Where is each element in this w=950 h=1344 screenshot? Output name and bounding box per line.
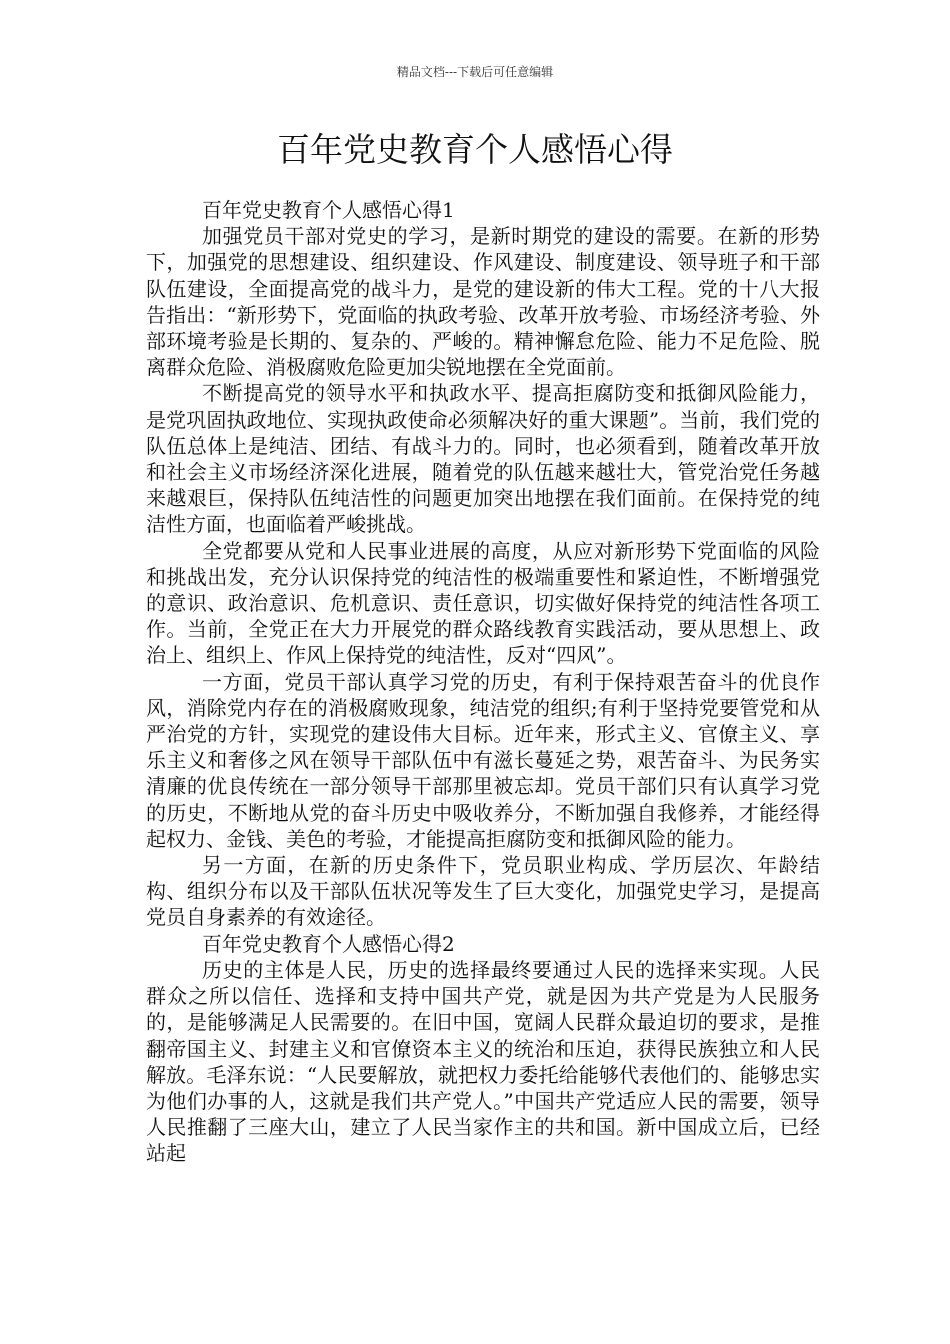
section-heading-2: 百年党史教育个人感悟心得2 xyxy=(202,931,455,956)
body-paragraph: 不断提高党的领导水平和执政水平、提高拒腐防变和抵御风险能力，是党巩固执政地位、实现执政使命必须解决好的重大课题”。当前，我们党的队伍总体上是纯洁、团结、有战斗力的。同时，也必须看到，随着改革开放和社会主义市场经济深化进展，随着党的队伍越来越壮大，管党治党任务越来越艰巨，保持队伍纯洁性的问题更加突出地摆在我们面前。在保持党的纯洁性方面，也面临着严峻挑战。 xyxy=(146,381,820,537)
document-title: 百年党史教育个人感悟心得 xyxy=(277,130,673,169)
body-paragraph: 全党都要从党和人民事业进展的高度，从应对新形势下党面临的风险和挑战出发，充分认识保持党的纯洁性的极端重要性和紧迫性，不断增强党的意识、政治意识、危机意识、责任意识，切实做好保持党的纯洁性各项工作。当前，全党正在大力开展党的群众路线教育实践活动，要从思想上、政治上、组织上、作风上保持党的纯洁性，反对“四风”。 xyxy=(146,538,820,668)
document-body xyxy=(146,197,820,1167)
page-header-note: 精品文档---下载后可任意编辑 xyxy=(396,65,554,79)
body-paragraph: 历史的主体是人民，历史的选择最终要通过人民的选择来实现。人民群众之所以信任、选择和支持中国共产党，就是因为共产党是为人民服务的，是能够满足人民需要的。在旧中国，宽阔人民群众最迫切的要求，是推翻帝国主义、封建主义和官僚资本主义的统治和压迫，获得民族独立和人民解放。毛泽东说：“人民要解放，就把权力委托给能够代表他们的、能够忠实为他们办事的人，这就是我们共产党人。”中国共产党适应人民的需要，领导人民推翻了三座大山，建立了人民当家作主的共和国。新中国成立后，已经站起 xyxy=(146,957,820,1166)
section-heading-1: 百年党史教育个人感悟心得1 xyxy=(202,198,455,222)
body-paragraph: 另一方面，在新的历史条件下，党员职业构成、学历层次、年龄结构、组织分布以及干部队伍状况等发生了巨大变化，加强党史学习，是提高党员自身素养的有效途径。 xyxy=(146,853,820,930)
body-paragraph: 一方面，党员干部认真学习党的历史，有利于保持艰苦奋斗的优良作风，消除党内存在的消极腐败现象，纯洁党的组织;有利于坚持党要管党和从严治党的方针，实现党的建设伟大目标。近年来，形式主义、官僚主义、享乐主义和奢侈之风在领导干部队伍中有滋长蔓延之势，艰苦奋斗、为民务实清廉的优良传统在一部分领导干部那里被忘却。党员干部们只有认真学习党的历史，不断地从党的奋斗历史中吸收养分，不断加强自我修养，才能经得起权力、金钱、美色的考验，才能提高拒腐防变和抵御风险的能力。 xyxy=(146,669,820,851)
body-paragraph: 加强党员干部对党史的学习，是新时期党的建设的需要。在新的形势下，加强党的思想建设、组织建设、作风建设、制度建设、领导班子和干部队伍建设，全面提高党的战斗力，是党的建设新的伟大工程。党的十八大报告指出：“新形势下，党面临的执政考验、改革开放考验、市场经济考验、外部环境考验是长期的、复杂的、严峻的。精神懈怠危险、能力不足危险、脱离群众危险、消极腐败危险更加尖锐地摆在全党面前。 xyxy=(146,224,820,380)
